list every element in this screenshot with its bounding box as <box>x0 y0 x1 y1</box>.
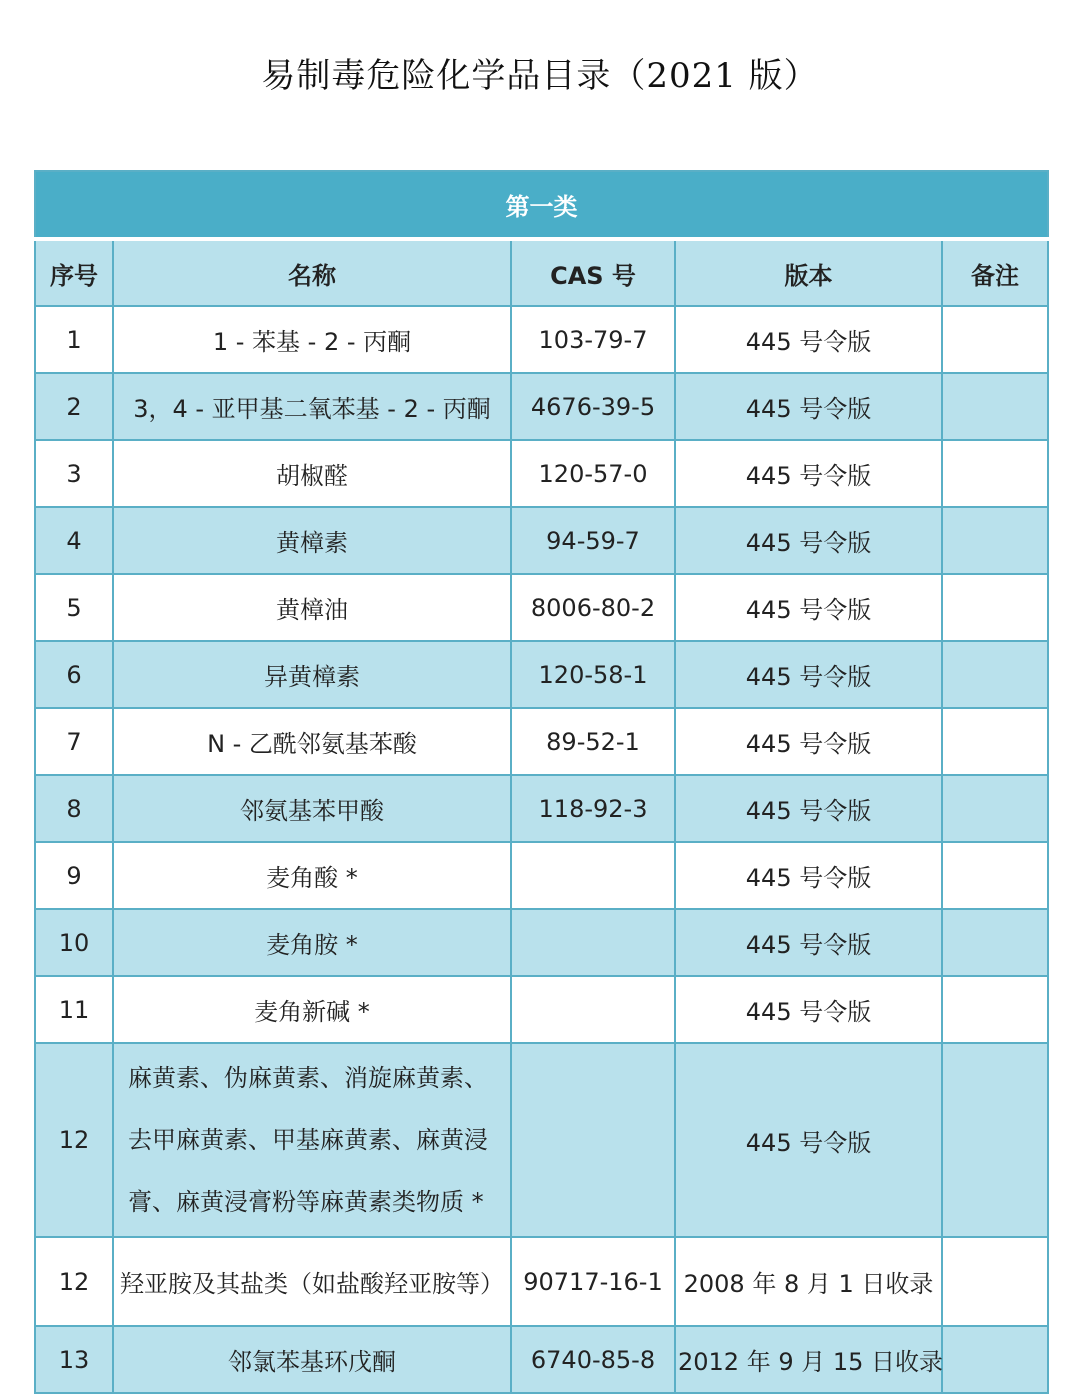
cell-version: 445 号令版 <box>675 1043 942 1237</box>
cell-version: 2012 年 9 月 15 日收录 <box>675 1326 942 1393</box>
column-header-row <box>35 239 1048 306</box>
cell-cas <box>511 909 675 976</box>
cell-no: 8 <box>35 775 113 842</box>
cell-note <box>942 306 1048 373</box>
cell-note <box>942 1326 1048 1393</box>
chemicals-table-container <box>34 170 1047 1394</box>
cell-version: 445 号令版 <box>675 775 942 842</box>
cell-cas: 103-79-7 <box>511 306 675 373</box>
table-row <box>35 641 1048 708</box>
cell-note <box>942 909 1048 976</box>
cell-note <box>942 1237 1048 1326</box>
table-row <box>35 775 1048 842</box>
cell-name: 1 - 苯基 - 2 - 丙酮 <box>113 306 511 373</box>
cell-version: 2008 年 8 月 1 日收录 <box>675 1237 942 1326</box>
cell-no: 5 <box>35 574 113 641</box>
cell-note <box>942 1043 1048 1237</box>
table-row <box>35 574 1048 641</box>
cell-version: 445 号令版 <box>675 909 942 976</box>
cell-name: 麻黄素、伪麻黄素、消旋麻黄素、去甲麻黄素、甲基麻黄素、麻黄浸膏、麻黄浸膏粉等麻黄素类物质 * <box>113 1043 511 1237</box>
cell-version: 445 号令版 <box>675 306 942 373</box>
cell-version: 445 号令版 <box>675 842 942 909</box>
cell-cas <box>511 1043 675 1237</box>
cell-no: 11 <box>35 976 113 1043</box>
cell-name: 胡椒醛 <box>113 440 511 507</box>
cell-version: 445 号令版 <box>675 440 942 507</box>
table-row <box>35 909 1048 976</box>
cell-name: N - 乙酰邻氨基苯酸 <box>113 708 511 775</box>
cell-cas <box>511 842 675 909</box>
cell-cas <box>511 976 675 1043</box>
cell-no: 10 <box>35 909 113 976</box>
cell-no: 12 <box>35 1237 113 1326</box>
cell-note <box>942 775 1048 842</box>
table-row <box>35 1326 1048 1393</box>
column-header-version: 版本 <box>675 239 942 306</box>
category-header: 第一类 <box>35 171 1048 239</box>
cell-cas: 120-58-1 <box>511 641 675 708</box>
cell-no: 13 <box>35 1326 113 1393</box>
cell-no: 6 <box>35 641 113 708</box>
table-row <box>35 708 1048 775</box>
cell-name: 3，4 - 亚甲基二氧苯基 - 2 - 丙酮 <box>113 373 511 440</box>
cell-name: 邻氯苯基环戊酮 <box>113 1326 511 1393</box>
column-header-no: 序号 <box>35 239 113 306</box>
cell-name: 异黄樟素 <box>113 641 511 708</box>
table-row <box>35 373 1048 440</box>
cell-note <box>942 507 1048 574</box>
table-row <box>35 306 1048 373</box>
cell-version: 445 号令版 <box>675 641 942 708</box>
cell-no: 4 <box>35 507 113 574</box>
cell-name: 黄樟油 <box>113 574 511 641</box>
table-row <box>35 976 1048 1043</box>
cell-name: 麦角新碱 * <box>113 976 511 1043</box>
cell-note <box>942 574 1048 641</box>
cell-cas: 89-52-1 <box>511 708 675 775</box>
cell-no: 2 <box>35 373 113 440</box>
cell-version: 445 号令版 <box>675 708 942 775</box>
cell-note <box>942 641 1048 708</box>
cell-cas: 118-92-3 <box>511 775 675 842</box>
cell-no: 3 <box>35 440 113 507</box>
cell-name: 黄樟素 <box>113 507 511 574</box>
cell-name: 邻氨基苯甲酸 <box>113 775 511 842</box>
cell-cas: 4676-39-5 <box>511 373 675 440</box>
cell-name: 麦角酸 * <box>113 842 511 909</box>
table-row <box>35 1043 1048 1237</box>
cell-cas: 90717-16-1 <box>511 1237 675 1326</box>
chemicals-table <box>34 170 1049 1394</box>
column-header-note: 备注 <box>942 239 1048 306</box>
cell-note <box>942 440 1048 507</box>
cell-no: 12 <box>35 1043 113 1237</box>
cell-version: 445 号令版 <box>675 976 942 1043</box>
cell-cas: 94-59-7 <box>511 507 675 574</box>
cell-cas: 8006-80-2 <box>511 574 675 641</box>
table-row <box>35 507 1048 574</box>
table-row <box>35 440 1048 507</box>
cell-version: 445 号令版 <box>675 373 942 440</box>
cell-name: 羟亚胺及其盐类（如盐酸羟亚胺等） <box>113 1237 511 1326</box>
cell-note <box>942 373 1048 440</box>
cell-note <box>942 842 1048 909</box>
table-row <box>35 1237 1048 1326</box>
cell-note <box>942 708 1048 775</box>
cell-note <box>942 976 1048 1043</box>
cell-name: 麦角胺 * <box>113 909 511 976</box>
column-header-name: 名称 <box>113 239 511 306</box>
table-row <box>35 842 1048 909</box>
cell-no: 1 <box>35 306 113 373</box>
cell-version: 445 号令版 <box>675 507 942 574</box>
cell-no: 7 <box>35 708 113 775</box>
cell-cas: 120-57-0 <box>511 440 675 507</box>
column-header-cas: CAS 号 <box>511 239 675 306</box>
category-row <box>35 171 1048 239</box>
cell-version: 445 号令版 <box>675 574 942 641</box>
page-title: 易制毒危险化学品目录（2021 版） <box>261 56 819 96</box>
cell-cas: 6740-85-8 <box>511 1326 675 1393</box>
cell-no: 9 <box>35 842 113 909</box>
